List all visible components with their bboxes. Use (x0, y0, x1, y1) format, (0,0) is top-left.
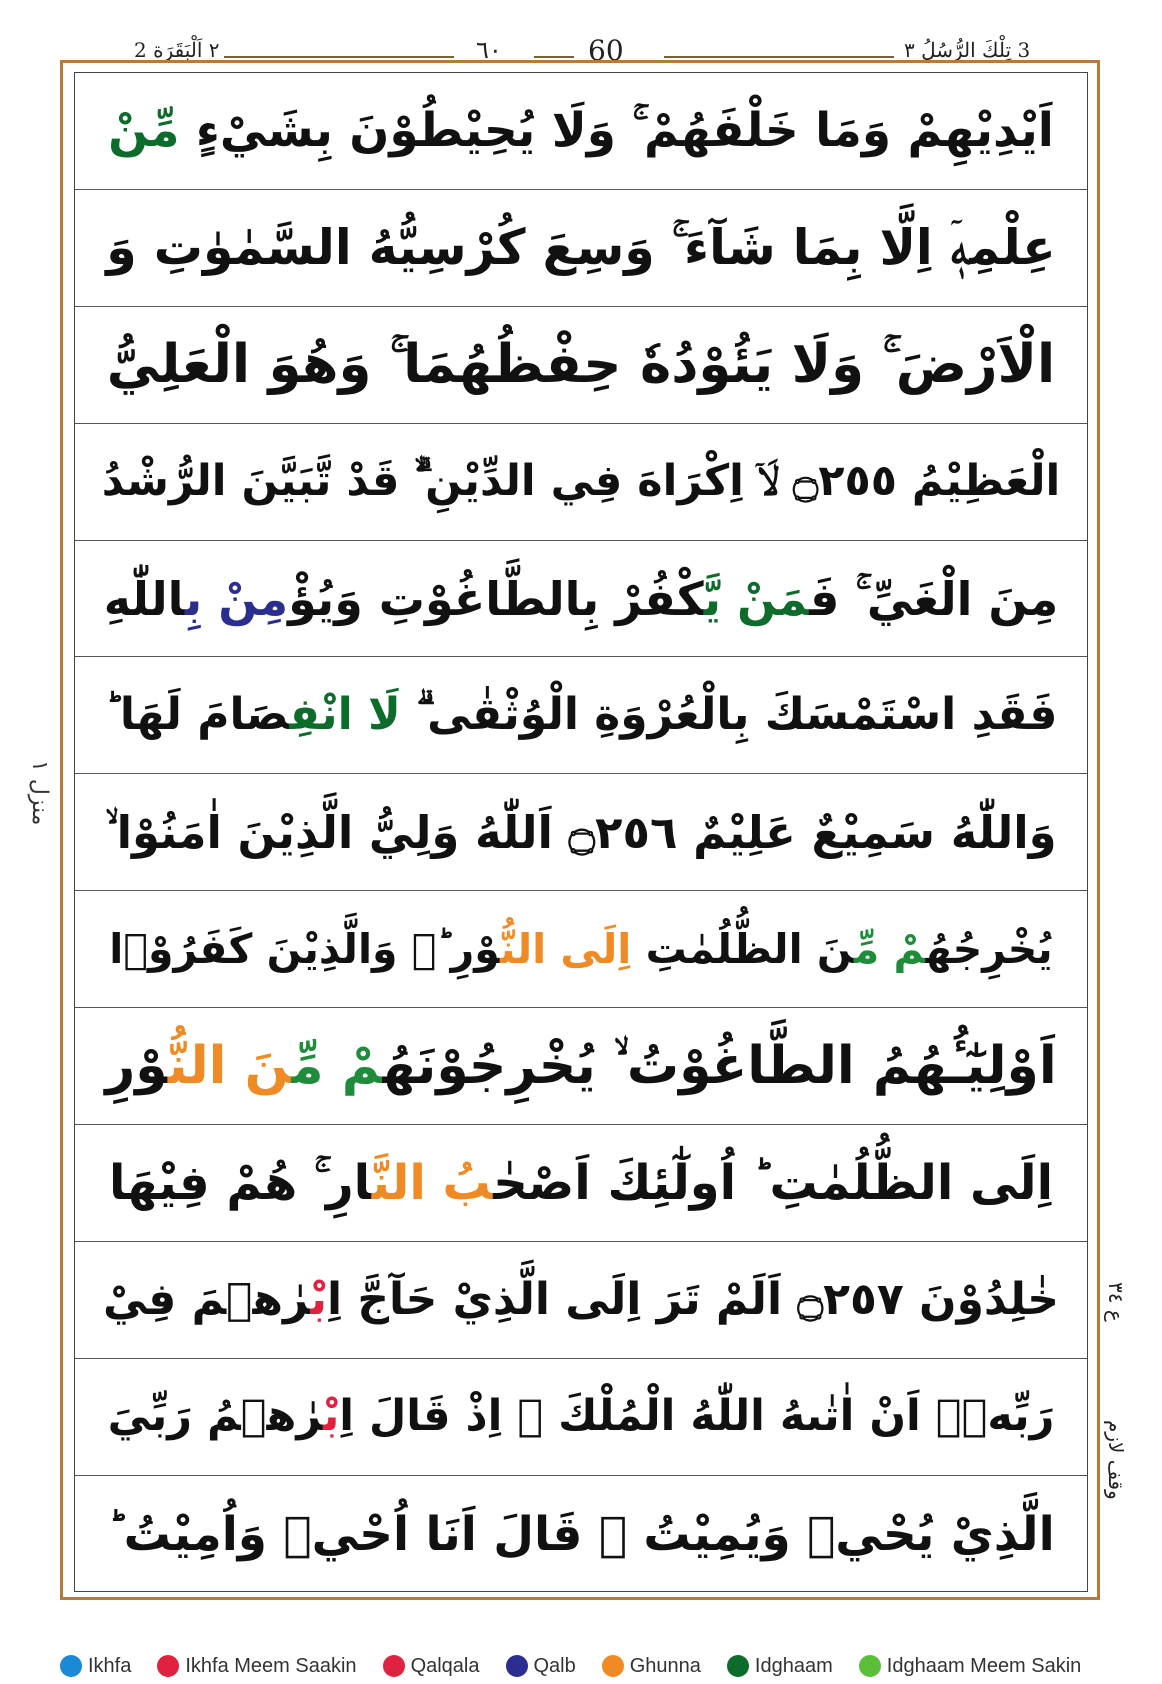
verse-text (105, 1036, 1057, 1097)
legend-label: Qalb (533, 1654, 576, 1677)
verse-segment: رٰهٖمُ رَبِّيَ (107, 1391, 324, 1442)
quran-text-block (74, 72, 1088, 1592)
page-number-arabic: ٦٠ (472, 36, 506, 64)
juz-name: 3 تِلْكَ الرُّسُلُ ٣ (900, 38, 1034, 62)
legend-item (859, 1655, 1082, 1678)
page-number: 60 (584, 34, 628, 67)
verse-line (75, 658, 1087, 775)
verse-line (75, 1125, 1087, 1242)
verse-line (75, 73, 1087, 190)
verse-segment: اِلَى الظُّلُمٰتِ ؕ اُولٰٓئِكَ اَصْحٰ (493, 1155, 1054, 1212)
verse-line (75, 1476, 1087, 1593)
legend-item (383, 1655, 480, 1678)
tajweed-highlight: مِّنْ (108, 103, 180, 159)
verse-segment: وَاللّٰهُ سَمِيْعٌ عَلِيْمٌ ۝٢٥٦ اَللّٰهُ وَلِيُّ الَّذِيْنَ اٰمَنُوْا ۙ (105, 805, 1057, 859)
header-rule-right (664, 56, 894, 58)
surah-name: ٢ اَلْبَقَرَة 2 (130, 38, 224, 62)
verse-line (75, 1359, 1087, 1476)
verse-line (75, 541, 1087, 658)
header-rule-mid (534, 56, 574, 58)
tajweed-highlight: بْ (323, 1391, 340, 1442)
verse-line (75, 891, 1087, 1008)
legend-item (506, 1655, 576, 1678)
verse-text (106, 219, 1056, 277)
verse-segment: خٰلِدُوْنَ ۝٢٥٧ اَلَمْ تَرَ اِلَى الَّذِيْ حَآجَّ اِ (326, 1273, 1060, 1325)
verse-text (105, 805, 1057, 859)
legend-label: Ghunna (629, 1654, 701, 1677)
legend-item (727, 1655, 833, 1678)
ruku-marker: ع ٣٤ (1104, 1282, 1128, 1322)
verse-text (108, 1155, 1054, 1212)
legend-color-dot-icon (506, 1655, 528, 1677)
verse-segment: عِلْمِهٖۤ اِلَّا بِمَا شَآءَ ۚ وَسِعَ كُرْسِيُّهُ السَّمٰوٰتِ وَ (106, 219, 1056, 277)
legend-color-dot-icon (602, 1655, 624, 1677)
verse-line (75, 774, 1087, 891)
verse-segment: وْرِ ؕ۬ وَالَّذِيْنَ كَفَرُوْۤا (109, 924, 500, 973)
legend-label: Ikhfa (88, 1654, 132, 1677)
verse-segment: مِنَ الْغَيِّ ۚ فَ (809, 571, 1059, 626)
waqf-marker: وقف لازم (1104, 1420, 1128, 1500)
tajweed-highlight: نَ النُّ (167, 1036, 292, 1097)
verse-text (107, 1391, 1055, 1442)
verse-segment: رٰهٖمَ فِيْ (102, 1273, 311, 1325)
verse-text (102, 1273, 1060, 1325)
verse-segment: اللّٰهِ (103, 571, 185, 626)
manzil-marker (24, 760, 54, 900)
legend-item (157, 1655, 356, 1678)
verse-segment: يُخْرِجُهُ (925, 924, 1053, 973)
verse-text (103, 571, 1059, 626)
tajweed-highlight: اِلَى النُّ (499, 924, 632, 973)
tajweed-highlight: مَنْ يَّ (703, 571, 810, 626)
manzil-label: منزل ١ (27, 760, 52, 826)
verse-text (101, 456, 1061, 507)
legend-label: Qalqala (410, 1654, 480, 1677)
verse-segment: صَامَ لَهَا ؕ (104, 689, 290, 741)
legend-label: Idghaam (754, 1654, 833, 1677)
verse-line (75, 1008, 1087, 1125)
tajweed-highlight: مِنْ بِ (184, 571, 289, 626)
legend-label: Ikhfa Meem Saakin (185, 1654, 357, 1677)
tajweed-highlight: لَا انْفِ (289, 689, 401, 741)
verse-line (75, 190, 1087, 307)
legend-color-dot-icon (157, 1655, 179, 1677)
legend-label: Idghaam Meem Sakin (886, 1654, 1082, 1677)
verse-segment: نَ الظُّلُمٰتِ (631, 924, 854, 973)
verse-segment: كْفُرْ بِالطَّاغُوْتِ وَيُؤْ (288, 571, 704, 626)
verse-text (104, 689, 1058, 741)
verse-text (106, 334, 1056, 396)
verse-segment: الْاَرْضَ ۚ وَلَا يَئُوْدُهٗ حِفْظُهُمَا ۚ وَهُوَ الْعَلِيُّ (106, 334, 1056, 396)
tajweed-legend (60, 1652, 1120, 1680)
legend-item (60, 1655, 131, 1678)
tajweed-highlight: بْ (310, 1273, 327, 1325)
legend-color-dot-icon (60, 1655, 82, 1677)
verse-line (75, 424, 1087, 541)
verse-segment: الَّذِيْ يُحْيٖ وَيُمِيْتُ ۙ قَالَ اَنَا اُحْيٖ وَاُمِيْتُ ؕ (107, 1506, 1055, 1562)
legend-item (602, 1655, 701, 1678)
verse-segment: اَيْدِيْهِمْ وَمَا خَلْفَهُمْ ۚ وَلَا يُحِيْطُوْنَ بِشَيْءٍ (179, 103, 1054, 159)
verse-segment: وْرِ (105, 1036, 168, 1097)
legend-color-dot-icon (383, 1655, 405, 1677)
verse-line (75, 1242, 1087, 1359)
tajweed-highlight: بُ النَّ (371, 1155, 494, 1212)
verse-text (107, 1506, 1055, 1562)
legend-color-dot-icon (727, 1655, 749, 1677)
legend-color-dot-icon (859, 1655, 881, 1677)
tajweed-highlight: مْ مِّ (853, 924, 926, 973)
verse-segment: فَقَدِ اسْتَمْسَكَ بِالْعُرْوَةِ الْوُثْقٰى ۗ (400, 689, 1058, 741)
verse-segment: رَبِّهٖۤ اَنْ اٰتٰىهُ اللّٰهُ الْمُلْكَ ۘ اِذْ قَالَ اِ (339, 1391, 1055, 1442)
verse-text (109, 924, 1053, 973)
verse-segment: ارِ ۚ هُمْ فِيْهَا (108, 1155, 372, 1212)
verse-segment: اَوْلِيٰٓـُٔهُمُ الطَّاغُوْتُ ۙ يُخْرِجُوْنَهُ (382, 1036, 1057, 1097)
verse-line (75, 307, 1087, 424)
tajweed-highlight: مْ مِّ (291, 1036, 383, 1097)
verse-text (108, 103, 1054, 159)
verse-segment: الْعَظِيْمُ ۝٢٥٥ لَاۤ اِكْرَاهَ فِي الدِّيْنِ ۙۗ قَدْ تَّبَيَّنَ الرُّشْدُ (101, 456, 1061, 507)
